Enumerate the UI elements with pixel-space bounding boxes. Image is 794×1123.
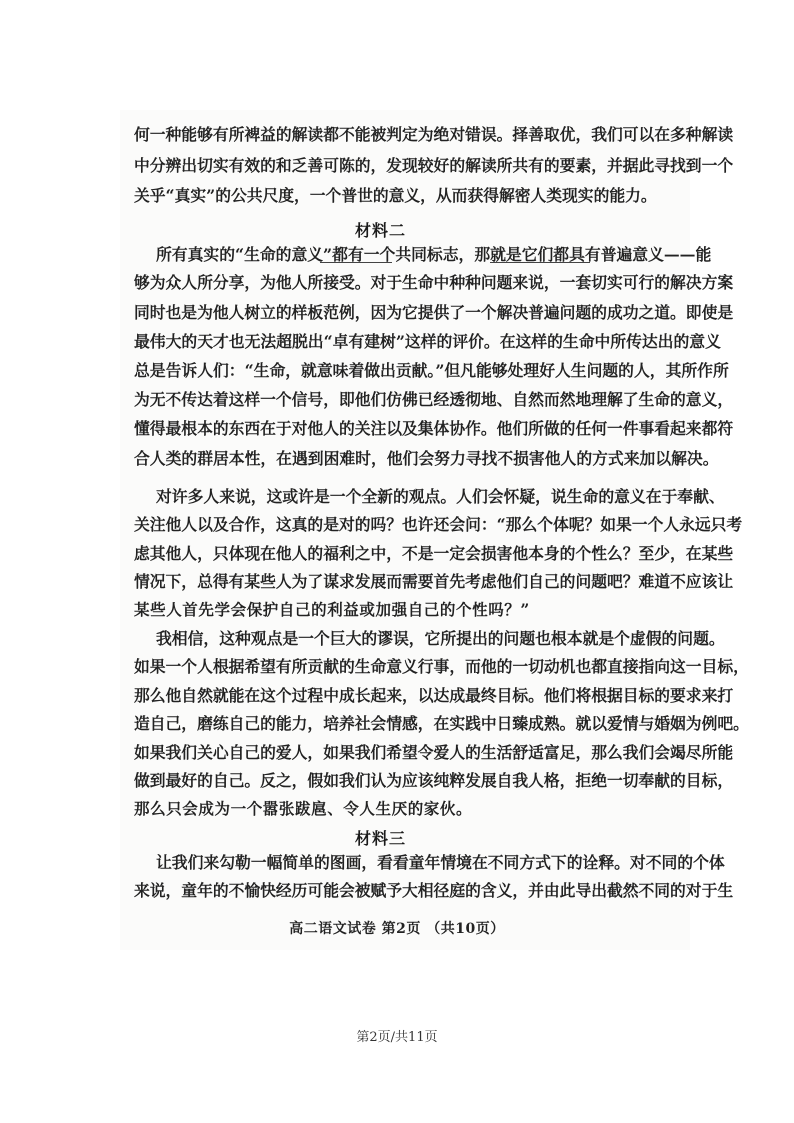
text-line: 对许多人来说，这或许是一个全新的观点。人们会怀疑，说生命的意义在于奉献、	[156, 487, 725, 506]
section-heading-material-2: 材料二	[355, 221, 407, 240]
text-line: 来说，童年的不愉快经历可能会被赋予大相径庭的含义，并由此导出截然不同的对于生	[134, 881, 734, 900]
handwritten-underline	[320, 262, 392, 263]
text-line: 如果我们关心自己的爱人，如果我们希望令爱人的生活舒适富足，那么我们会竭尽所能	[134, 743, 734, 762]
text-line: 造自己，磨练自己的能力，培养社会情感，在实践中日臻成熟。就以爱情与婚姻为例吧。	[134, 714, 749, 733]
text-line: 为无不传达着这样一个信号，即他们仿佛已经透彻地、自然而然地理解了生命的意义，	[134, 390, 734, 409]
text-line: 中分辨出切实有效的和乏善可陈的，发现较好的解读所共有的要素，并据此寻找到一个	[134, 156, 734, 175]
text-line: 关乎“真实”的公共尺度，一个普世的意义，从而获得解密人类现实的能力。	[134, 186, 657, 205]
text-line: 何一种能够有所裨益的解读都不能被判定为绝对错误。择善取优，我们可以在多种解读	[134, 125, 734, 144]
text-line: 如果一个人根据希望有所贡献的生命意义行事，而他的一切动机也都直接指向这一目标，	[134, 657, 749, 676]
section-heading-material-3: 材料三	[355, 829, 407, 848]
text-line: 某些人首先学会保护自己的利益或加强自己的个性吗？”	[134, 600, 530, 619]
text-line: 总是告诉人们：“生命，就意味着做出贡献。”但凡能够处理好人生问题的人，其所作所	[134, 361, 729, 380]
handwritten-underline	[490, 262, 590, 263]
page-number-footer: 第2页/共11页	[356, 1030, 438, 1045]
text-line: 那么他自然就能在这个过程中成长起来，以达成最终目标。他们将根据目标的要求来打	[134, 686, 734, 705]
text-line: 同时也是为他人树立的样板范例，因为它提供了一个解决普遍问题的成功之道。即使是	[134, 303, 734, 322]
text-line: 够为众人所分享，为他人所接受。对于生命中种种问题来说，一套切实可行的解决方案	[134, 273, 734, 292]
text-line: 合人类的群居本性，在遇到困难时，他们会努力寻找不损害他人的方式来加以解决。	[134, 449, 719, 468]
text-line: 最伟大的天才也无法超脱出“卓有建树”这样的评价。在这样的生命中所传达出的意义	[134, 332, 721, 351]
text-line: 那么只会成为一个嚣张跋扈、令人生厌的家伙。	[134, 799, 473, 818]
text-line: 所有真实的“生命的意义”都有一个共同标志，那就是它们都具有普遍意义——能	[156, 245, 712, 264]
exam-page-footer: 高二语文试卷 第2页 （共10页）	[289, 921, 505, 937]
text-line: 情况下，总得有某些人为了谋求发展而需要首先考虑他们自己的问题吧？难道不应该让	[134, 572, 734, 591]
text-line: 我相信，这种观点是一个巨大的谬误，它所提出的问题也根本就是个虚假的问题。	[156, 629, 725, 648]
text-line: 做到最好的自己。反之，假如我们认为应该纯粹发展自我人格，拒绝一切奉献的目标，	[134, 771, 734, 790]
text-line: 懂得最根本的东西在于对他人的关注以及集体协作。他们所做的任何一件事看起来都符	[134, 419, 734, 438]
text-line: 虑其他人，只体现在他人的福利之中，不是一定会损害他本身的个性么？至少，在某些	[134, 544, 734, 563]
text-line: 让我们来勾勒一幅简单的图画，看看童年情境在不同方式下的诠释。对不同的个体	[156, 853, 725, 872]
text-line: 关注他人以及合作，这真的是对的吗？也许还会问：“那么个体呢？如果一个人永远只考	[134, 515, 743, 534]
